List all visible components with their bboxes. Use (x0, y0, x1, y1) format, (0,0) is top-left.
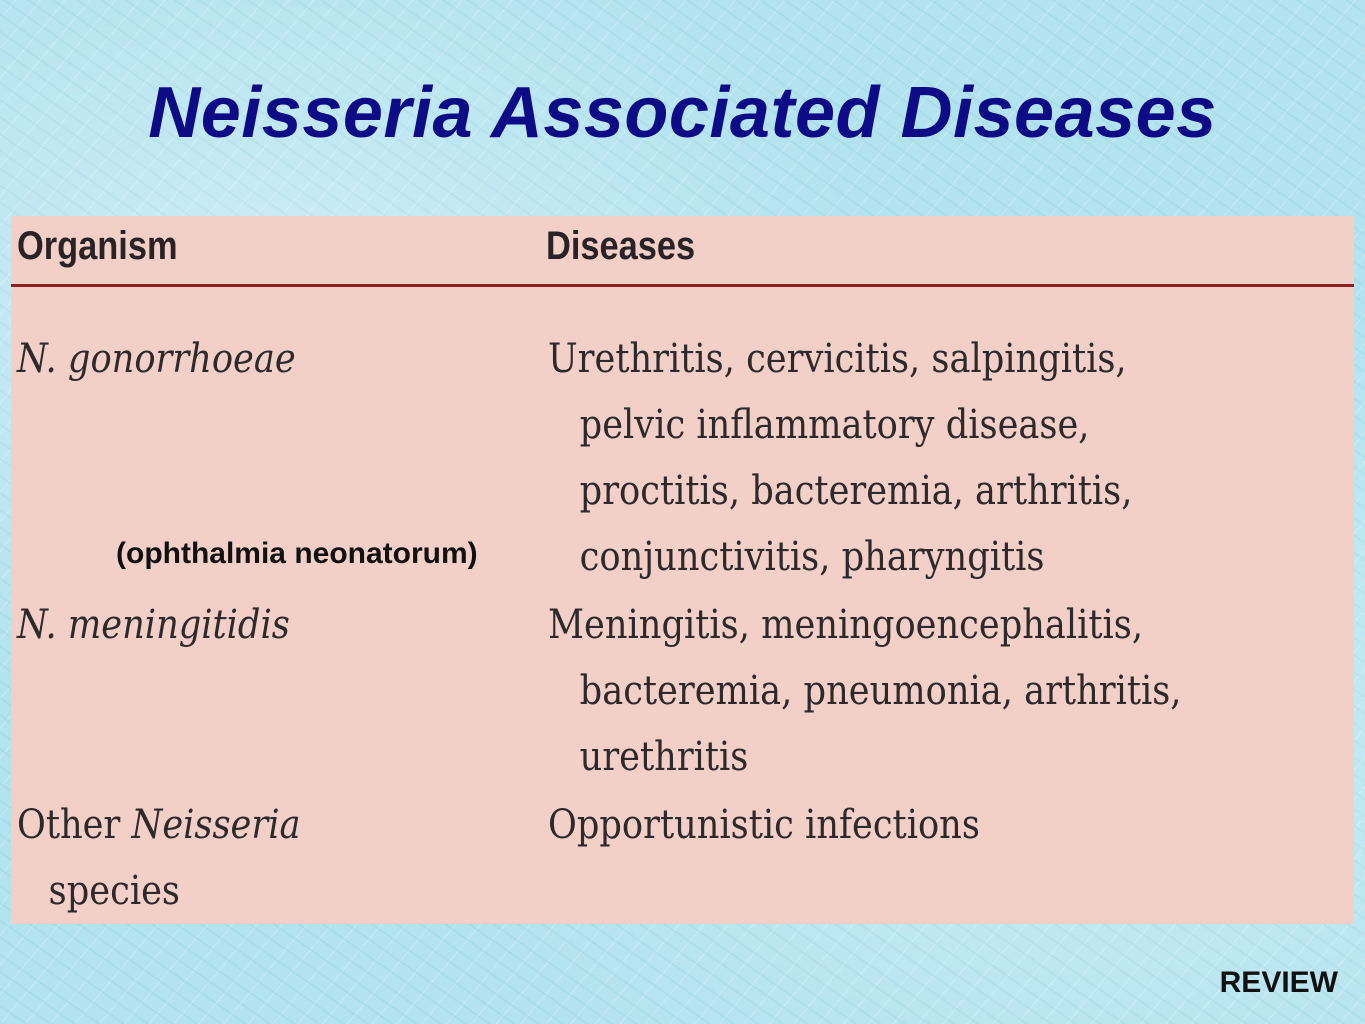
organism-column-header: Organism (17, 224, 178, 268)
disease-line: urethritis (579, 734, 749, 780)
other-neisseria-diseases (548, 792, 980, 858)
disease-line: proctitis, bacteremia, arthritis, (579, 468, 1133, 514)
meningitidis-diseases (548, 592, 1181, 790)
slide-title: Neisseria Associated Diseases (148, 73, 1217, 153)
gonorrhoeae-diseases (548, 326, 1132, 590)
disease-line: Opportunistic infections (548, 802, 980, 848)
diseases-column-header: Diseases (546, 224, 696, 268)
organism-other-suffix: species (48, 868, 180, 914)
disease-line: conjunctivitis, pharyngitis (579, 534, 1045, 580)
organism-other-prefix: Other (17, 802, 121, 848)
header-divider (11, 284, 1354, 287)
disease-line: pelvic inflammatory disease, (579, 402, 1090, 448)
organism-other-neisseria (17, 792, 300, 924)
disease-line: bacteremia, pneumonia, arthritis, (579, 668, 1182, 714)
organism-other-line (17, 792, 300, 858)
organism-n-gonorrhoeae: N. gonorrhoeae (17, 336, 296, 382)
ophthalmia-annotation: (ophthalmia neonatorum) (116, 537, 478, 570)
review-label: REVIEW (1219, 966, 1338, 999)
disease-line: Urethritis, cervicitis, salpingitis, (548, 336, 1127, 382)
disease-line: Meningitis, meningoencephalitis, (548, 602, 1144, 648)
organism-other-genus: Neisseria (131, 802, 301, 848)
organism-n-meningitidis: N. meningitidis (17, 602, 290, 648)
